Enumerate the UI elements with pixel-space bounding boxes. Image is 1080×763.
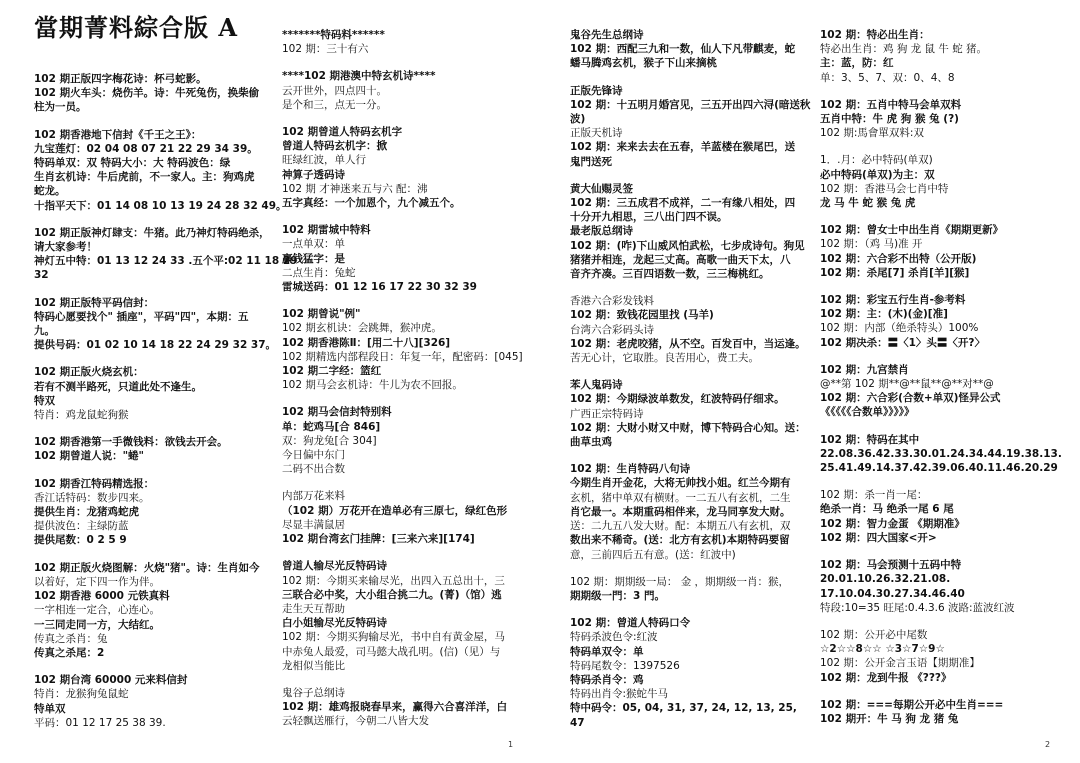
text-block: [820, 98, 1056, 141]
text-line: 苯人鬼码诗: [570, 379, 623, 392]
text-line: ☆2☆☆8☆☆ ☆3☆7☆9☆: [820, 643, 945, 656]
text-block: [282, 686, 522, 729]
text-line: 广西正宗特码诗: [570, 407, 644, 420]
text-line: 102 期：三十有六: [282, 43, 369, 56]
text-line: 102 期：龙到牛报 《???》: [820, 671, 952, 684]
text-line: 102 期正版特平码信封：: [34, 296, 155, 309]
text-block: [570, 28, 810, 71]
text-line: 特码单双令：单: [570, 645, 644, 658]
text-block: [570, 84, 810, 169]
text-line: 102 期曾道人说："蜷": [34, 450, 145, 463]
text-line: 肖它最一。本期重码相伴来，龙马同享发大财。: [570, 505, 791, 518]
text-line: 平码：01 12 17 25 38 39.: [34, 716, 166, 729]
text-line: 请大家参考！: [34, 241, 97, 254]
text-line: 特码杀肖令：鸡: [570, 673, 644, 686]
text-line: 102 期香港 6000 元铁真料: [34, 590, 170, 603]
text-block: [34, 365, 266, 422]
text-line: 特码心愿要找个" 插座"，平码"四"，本期：五: [34, 310, 249, 323]
text-line: 鬼門送死: [570, 155, 612, 168]
text-line: 102 期：(咋)下山威风怕武松，七步成诗句。狗见: [570, 239, 805, 252]
text-block: [570, 616, 810, 730]
text-line: 神灯五中特：01 13 12 24 33 .五个平:02 11 18 29: [34, 255, 298, 268]
text-line: 白小姐输尽光反特码诗: [282, 617, 387, 630]
text-line: 玄机，猪中单双有横财。一二五八有玄机，二生: [570, 491, 791, 504]
text-line: 鬼谷先生总纲诗: [570, 29, 644, 41]
text-line: 送：二九五八发大财。配：本期五八有玄机，双: [570, 520, 791, 533]
text-line: 102 期：致钱花园里找 (马羊): [570, 309, 714, 322]
text-line: 特码单双：双 特码大小：大 特码波色：绿: [34, 157, 231, 170]
text-block: [820, 28, 1056, 85]
text-line: 传真之杀尾：2: [34, 646, 105, 659]
text-line: 102 期正版火烧图解：火烧"猪"。诗：生肖如今: [34, 561, 260, 574]
text-line: 猪猪并相连，龙起三丈高。高歌一曲天下太，八: [570, 253, 791, 266]
text-line: 20.01.10.26.32.21.08.: [820, 573, 951, 586]
page-one-right-column: [282, 28, 522, 742]
text-line: 龙相似当能比: [282, 659, 345, 672]
text-line: 正版天机诗: [570, 127, 623, 140]
text-line: 102 期台湾 60000 元来料信封: [34, 674, 188, 687]
text-line: 以着好，定下四一作为伴。: [34, 575, 160, 588]
text-line: 22.08.36.42.33.30.01.24.34.44.19.38.13.: [820, 447, 1062, 460]
text-line: 曲草虫鸡: [570, 436, 612, 449]
text-line: 是个和三，点无一分。: [282, 98, 387, 111]
text-line: 提供生肖：龙猪鸡蛇虎: [34, 506, 139, 519]
text-line: 102 期正版火烧玄机：: [34, 366, 144, 379]
text-line: 102 期：六合彩(合数+单双)怪异公式: [820, 392, 1001, 405]
text-line: 二点生肖：兔蛇: [282, 266, 356, 279]
text-line: 特段:10=35 旺尾:0.4.3.6 波路:蓝波红波: [820, 601, 1015, 614]
text-line: 102 期：香港马会七肖中特: [820, 182, 949, 195]
text-block: [282, 28, 522, 56]
text-block: [820, 488, 1056, 545]
text-line: 102 期：特码在其中: [820, 433, 920, 446]
text-line: 102 期：公开必中尾数: [820, 628, 928, 641]
text-line: 数出来不稀奇。(送：北方有玄机)本期特码要留: [570, 534, 790, 547]
text-line: 102 期：内部（绝杀特头）100%: [820, 322, 979, 335]
text-line: 特单双: [34, 702, 66, 715]
text-line: 102 期马会信封特别料: [282, 406, 392, 419]
text-line: @**第 102 期**@**鼠**@**对**@: [820, 378, 994, 391]
text-line: 102 期：曾女士中出生肖《期期更新》: [820, 224, 1004, 237]
text-line: 102 期二字经：篮红: [282, 365, 382, 378]
text-line: 意，三前四后五有意。(送：红波中): [570, 548, 736, 561]
text-block: [570, 378, 810, 449]
text-line: 102 期：来来去去在五春，羊蓝楼在猴尾巴，送: [570, 141, 796, 154]
text-line: 102 期：马会预测十五码中特: [820, 559, 962, 572]
text-line: 102 期：三五成君不成祥，二一有缘八相处，四: [570, 197, 796, 210]
text-line: 单：蛇鸡马[合 846]: [282, 420, 381, 433]
text-line: 鬼谷子总纲诗: [282, 686, 345, 699]
page-two-right-column: [820, 28, 1062, 739]
text-line: 十指平天下：01 14 08 10 13 19 24 28 32 49。: [34, 199, 287, 212]
page-two-left-column: [570, 28, 810, 743]
text-line: 102 期曾说"例": [282, 308, 361, 321]
text-line: 102 期：===每期公开必中生肖===: [820, 698, 1004, 711]
text-line: 内部万花来料: [282, 490, 345, 503]
text-line: 香江话特码：数步四来。: [34, 491, 150, 504]
page-two: [540, 0, 1080, 763]
text-line: 云轻飘送雁行，今朝二八皆大发: [282, 715, 429, 728]
text-line: 曾道人输尽光反特码诗: [282, 560, 387, 573]
text-block: [820, 558, 1056, 615]
text-line: 102 期：西配三九和一数，仙人下凡带麒麦，蛇: [570, 43, 796, 56]
text-line: 102 期决杀：〓〈1〉头〓〈开?〉: [820, 336, 985, 349]
text-line: 九宝莲灯：02 04 08 07 21 22 29 34 39。: [34, 142, 258, 155]
text-line: 雷城送码：01 12 16 17 22 30 32 39: [282, 281, 477, 294]
text-line: 曾道人特码玄机字：掀: [282, 140, 387, 153]
text-line: 102 期：大财小财又中财，博下特码合心知。送：: [570, 421, 806, 434]
text-line: 蟠马腾鸡玄机，猴子下山来摘桃: [570, 57, 717, 70]
text-line: 102 期香港地下信封《千王之王》：: [34, 128, 202, 141]
text-block: [34, 296, 277, 353]
text-block: [820, 698, 1056, 726]
text-line: 双：狗龙兔[合 304]: [282, 434, 377, 447]
text-line: 主：蓝，防：红: [820, 57, 894, 70]
text-block: [570, 182, 810, 281]
text-block: [820, 363, 1056, 420]
text-line: 十分开九相思，三八出门四不误。: [570, 211, 728, 224]
text-line: 香港六合彩发钱料: [570, 295, 654, 308]
text-block: [282, 223, 522, 294]
text-line: 102 期玄机诀：会跳舞，猴冲虎。: [282, 322, 442, 335]
text-line: 尽显丰满鼠居: [282, 518, 345, 531]
text-line: 102 期：九宫禁肖: [820, 363, 909, 376]
text-line: 102 期：杀尾[7] 杀肖[羊][猴]: [820, 266, 970, 279]
text-line: 102 期：特必出生肖：: [820, 29, 930, 41]
text-line: 提供波色：主绿防蓝: [34, 520, 129, 533]
text-line: 音齐齐凑。三百四语数一数，三三梅桃红。: [570, 268, 770, 281]
text-line: 柱为一员。: [34, 101, 87, 114]
text-line: *******特码料******: [282, 29, 385, 41]
page-one-left-column: [34, 72, 298, 743]
text-line: 102 期：老虎咬猪，从不空。百发百中，当运逢。: [570, 337, 806, 350]
text-line: 102 期香港陈Ⅱ：[用二十八][326]: [282, 336, 451, 349]
text-line: 102 期：主：(木)(金)[准]: [820, 308, 948, 321]
text-line: 传真之杀肖：兔: [34, 632, 108, 645]
text-line: 102 期：智力金蛋 《期期准》: [820, 517, 965, 530]
text-line: 龙 马 牛 蛇 猴 兔 虎: [820, 197, 916, 210]
text-line: 102 期开：牛 马 狗 龙 猪 兔: [820, 712, 959, 725]
text-line: 若有不测半路死，只道此处不逢生。: [34, 380, 202, 393]
text-line: ****102 期港澳中特玄机诗****: [282, 70, 436, 83]
text-line: 102 期：六合彩不出特（公开版): [820, 252, 977, 265]
text-line: 102 期：公开金言玉语【期期准】: [820, 657, 980, 670]
text-line: 102 期香江特码精选报：: [34, 477, 155, 490]
text-line: 黄大仙赐灵签: [570, 182, 633, 195]
text-line: 102 期：十五明月婚宫见，三五开出四六浔(暗送秋: [570, 98, 811, 111]
text-line: 提供号码：01 02 10 14 18 22 24 29 32 37。: [34, 339, 277, 352]
text-line: 正版先锋诗: [570, 84, 623, 97]
text-line: 最老版总纲诗: [570, 225, 633, 238]
text-block: [282, 69, 522, 112]
text-line: 走生天互帮助: [282, 602, 345, 615]
text-line: 102 期：期期级一局： 金 ，期期级一肖：猴，: [570, 575, 790, 588]
text-block: [34, 435, 266, 463]
text-line: 102 期：今期买来输尽光，出四入五总出十，三: [282, 574, 505, 587]
text-line: 102 期：雄鸡报晓春早来，赢得六合喜洋洋，白: [282, 701, 508, 714]
text-block: [34, 72, 266, 115]
text-line: 102 期:馬會單双料:双: [820, 127, 924, 140]
text-line: 《《《《《合数单》》》》》: [820, 406, 915, 419]
text-block: [34, 226, 298, 283]
text-block: [34, 561, 266, 660]
text-line: 特肖：鸡龙鼠蛇狗猴: [34, 409, 129, 422]
text-line: 102 期精选内部程段日：年复一年，配密码：[045]: [282, 350, 523, 363]
text-line: 102 期：今期绿波单数发，红波特码仔细求。: [570, 393, 785, 406]
text-line: 赢钱猛字：是: [282, 252, 345, 265]
document-title: 當期菁料綜合版 A: [34, 13, 238, 42]
text-line: 五肖中特：牛 虎 狗 猴 兔 (?): [820, 113, 959, 126]
text-block: [34, 477, 266, 548]
text-line: 旺绿红波，单人行: [282, 154, 366, 167]
text-line: 波): [570, 113, 586, 126]
text-line: 三联合必中奖，大小组合挑二九。(菁)（馆）逃: [282, 588, 502, 601]
text-block: [34, 673, 266, 730]
text-block: [820, 153, 1056, 210]
text-line: 一点单双：单: [282, 238, 345, 251]
text-block: [282, 559, 522, 673]
text-line: 102 期火车头：烧伤羊。诗：牛死兔伤，换柴偷: [34, 87, 260, 100]
text-line: 102 期雷城中特料: [282, 224, 371, 237]
text-line: 特中码令：05, 04, 31, 37, 24, 12, 13, 25,: [570, 702, 797, 715]
text-block: [282, 405, 522, 476]
text-line: 102 期：生肖特码八句诗: [570, 463, 691, 476]
text-line: 神算子透码诗: [282, 168, 345, 181]
text-line: 特双: [34, 394, 55, 407]
text-block: [34, 128, 287, 213]
text-line: 九。: [34, 325, 55, 338]
text-line: 五字真经：一个加恩个，九个减五个。: [282, 197, 461, 210]
text-line: 台湾六合彩码头诗: [570, 323, 654, 336]
text-line: 单：3、5、7、双：0、4、8: [820, 71, 955, 84]
text-line: 特码杀波色令:红波: [570, 631, 658, 644]
text-block: [820, 628, 1056, 685]
text-line: 今期生肖开金花，大将无帅找小姐。红兰今期有: [570, 477, 791, 490]
text-line: 1．.月：必中特码(单双): [820, 154, 933, 167]
text-line: 25.41.49.14.37.42.39.06.40.11.46.20.29: [820, 462, 1058, 475]
text-line: 特必出生肖：鸡 狗 龙 鼠 牛 蛇 猪。: [820, 43, 988, 56]
text-line: 今日偏中东门: [282, 449, 345, 462]
text-line: 特肖：龙猴狗兔鼠蛇: [34, 688, 129, 701]
text-line: 生肖玄机诗：牛后虎前，不一家人。主：狗鸡虎: [34, 171, 255, 184]
text-line: 17.10.04.30.27.34.46.40: [820, 587, 965, 600]
text-block: [820, 433, 1062, 476]
text-block: [570, 294, 810, 365]
text-block: [282, 125, 522, 210]
text-line: 特码尾数令：1397526: [570, 659, 680, 672]
text-line: 特码出肖令:猴蛇牛马: [570, 688, 669, 701]
text-block: [820, 223, 1056, 280]
text-line: 47: [570, 716, 585, 729]
text-line: 102 期 才神迷来五与六 配：沸: [282, 182, 428, 195]
text-line: （102 期）万花开在造单必有三原七，绿红色形: [282, 504, 508, 517]
text-block: [282, 307, 522, 392]
text-line: 苦无心计，它取胜。良苦用心，费工夫。: [570, 352, 759, 365]
page-number: 2: [1045, 740, 1051, 749]
text-line: 32: [34, 269, 49, 282]
text-line: 102 期：曾道人特码口令: [570, 617, 691, 630]
text-block: [820, 293, 1056, 350]
text-line: 102 期曾道人特码玄机字: [282, 126, 403, 139]
text-block: [282, 489, 522, 546]
text-line: 必中特码(单双)为主：双: [820, 168, 935, 181]
text-line: 102 期香港第一手微钱料：欲钱去开会。: [34, 436, 228, 449]
text-line: 中赤兔人最爱，司马懿大战孔明。(信)（见）与: [282, 645, 501, 658]
text-line: 一三同走同一方，大结红。: [34, 618, 160, 631]
text-line: 102 期：（鸡 马)准 开: [820, 238, 923, 251]
text-line: 102 期：杀一肖一尾：: [820, 489, 928, 502]
text-block: [570, 575, 810, 603]
text-line: 绝杀一肖：马 绝杀一尾 6 尾: [820, 503, 954, 516]
text-line: 提供尾数：0 2 5 9: [34, 534, 127, 547]
text-line: 一字相连一定合，心连心。: [34, 604, 160, 617]
text-line: 102 期：五肖中特马会单双料: [820, 98, 962, 111]
text-line: 102 期正版四字梅花诗：杯弓蛇影。: [34, 73, 207, 85]
text-block: [570, 462, 810, 561]
text-line: 102 期：四大国家<开>: [820, 531, 937, 544]
text-line: 102 期：今期买狗输尽光，书中自有黄金屋，马: [282, 631, 505, 644]
text-line: 二码不出合数: [282, 463, 345, 476]
text-line: 蛇龙。: [34, 185, 66, 198]
text-line: 102 期正版神灯肆支：牛猪。此乃神灯特码绝杀，: [34, 226, 270, 239]
text-line: 期期级一門：3 門。: [570, 589, 665, 602]
text-line: 102 期台湾玄门挂牌：[三来六来][174]: [282, 533, 475, 546]
text-line: 102 期马会玄机诗：牛儿为农不回报。: [282, 379, 463, 392]
text-line: 云开世外，四点四十。: [282, 84, 387, 97]
page-number: 1: [508, 740, 514, 749]
text-line: 102 期：彩宝五行生肖-参考料: [820, 294, 966, 307]
